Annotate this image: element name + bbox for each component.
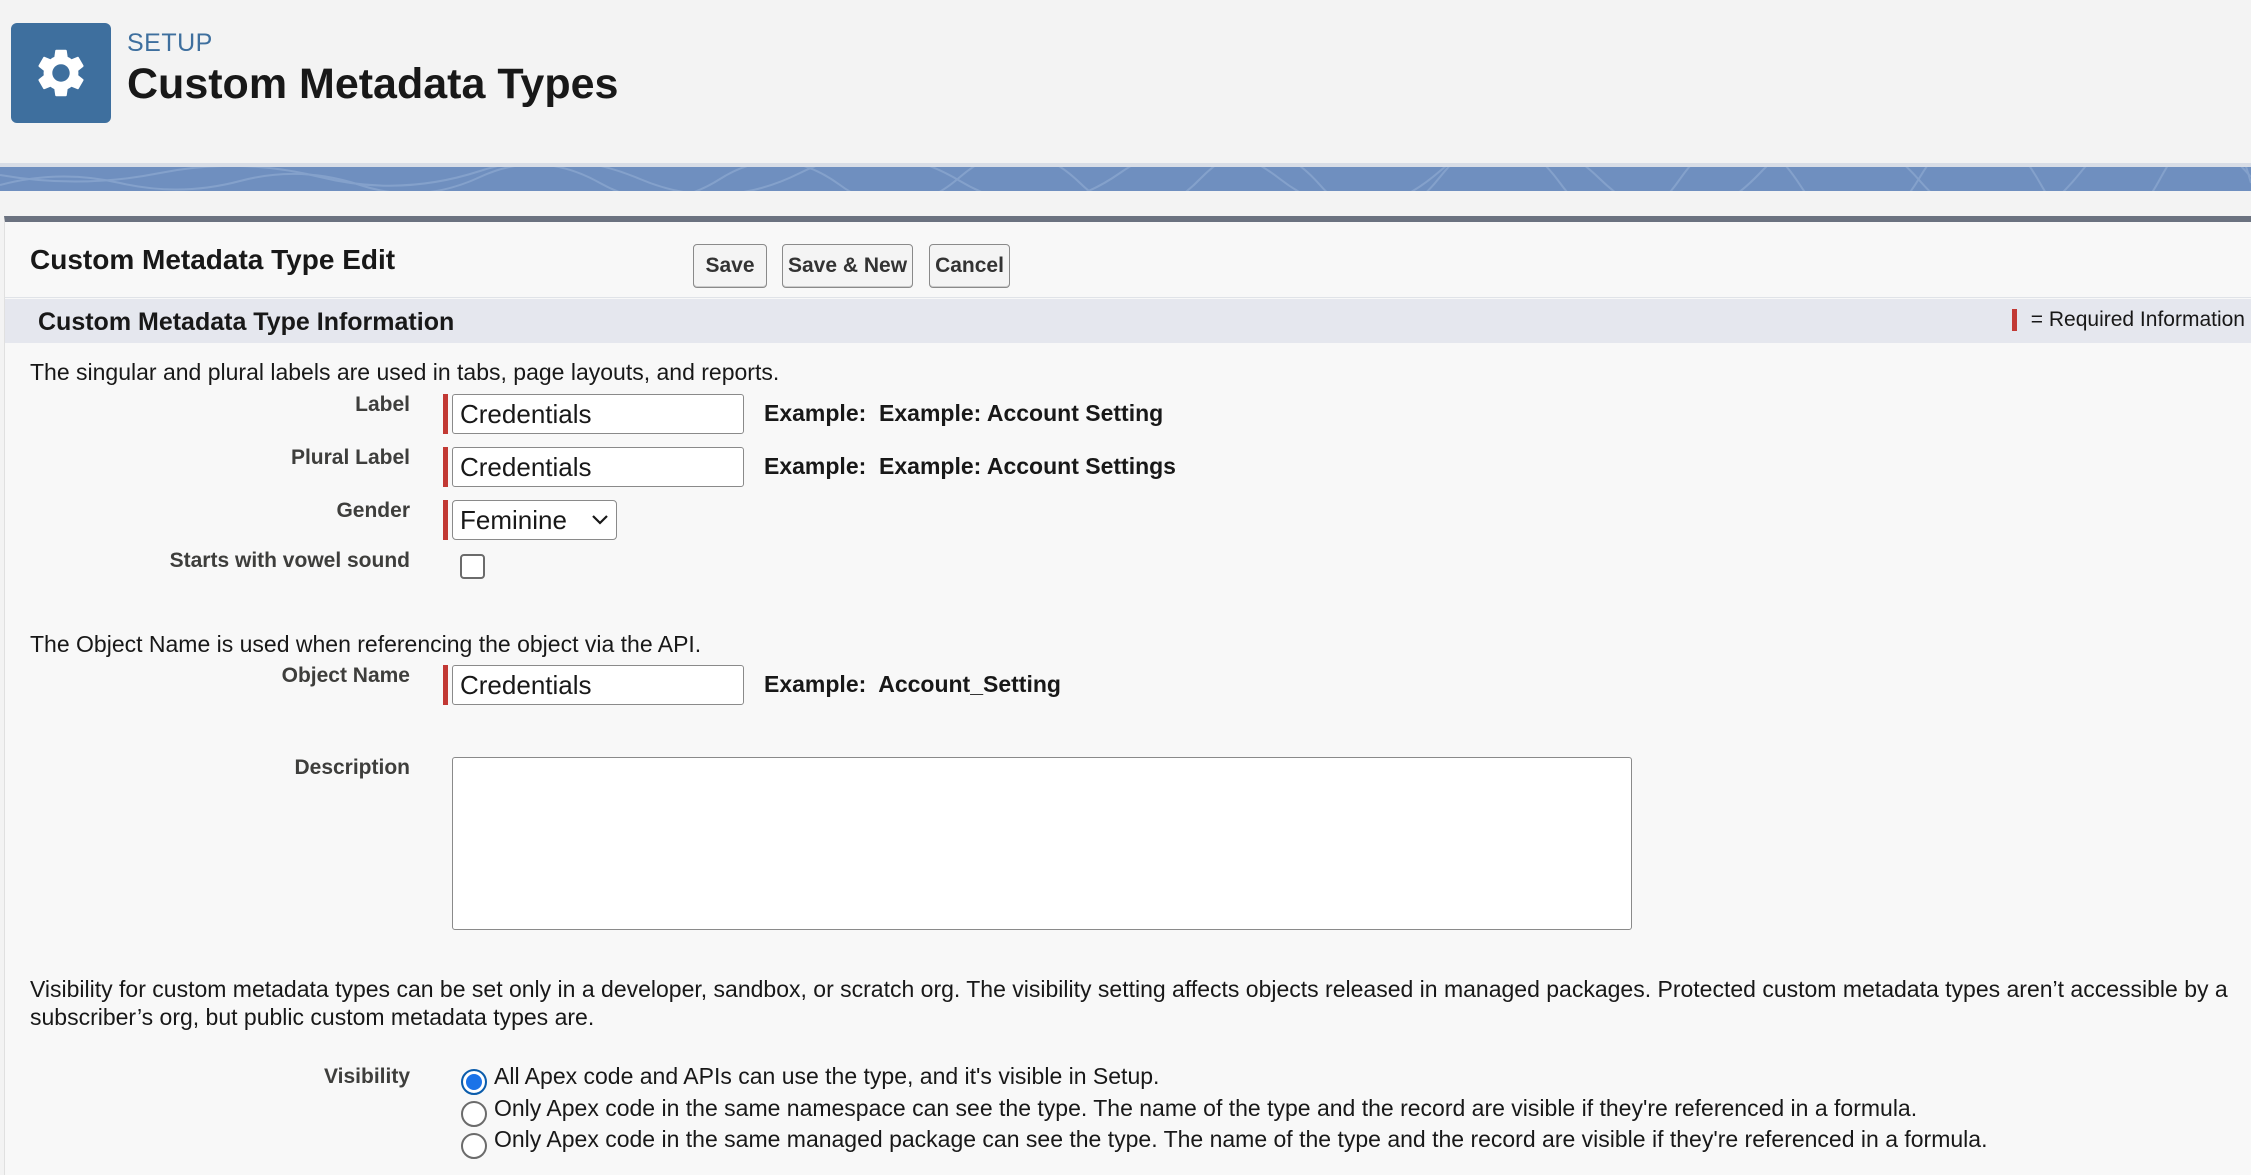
plural-label-field-label: Plural Label [290,446,410,469]
object-name-note: The Object Name is used when referencing the object via the API. [30,631,702,657]
breadcrumb-setup: SETUP [127,29,213,57]
required-indicator [443,665,448,705]
object-name-example [764,671,1061,698]
required-marker [2012,309,2017,331]
visibility-radio-namespace[interactable] [461,1101,487,1127]
required-indicator [443,447,448,487]
required-legend-text: = Required Information [2030,308,2245,331]
gender-selected-value: Feminine [460,504,567,535]
example-value: Example: Account Settings [879,453,1176,479]
label-input[interactable] [452,394,744,434]
label-example [764,400,1163,427]
page-title: Custom Metadata Types [127,60,619,108]
section-header [5,299,2251,343]
description-field-label: Description [294,756,410,779]
visibility-option-namespace: Only Apex code in the same namespace can see the type. The name of the type and the record are visible if they're referenced in a formula. [494,1095,1918,1121]
gender-select[interactable] [452,500,617,540]
plural-label-input[interactable] [452,447,744,487]
save-button[interactable]: Save [693,244,767,288]
gear-icon [11,23,111,123]
example-value: Example: Account Setting [879,400,1164,426]
example-prefix: Example: [764,671,867,697]
visibility-option-all: All Apex code and APIs can use the type, and it's visible in Setup. [494,1063,1160,1089]
gender-field-label: Gender [336,499,410,522]
description-textarea[interactable] [452,757,1632,930]
label-field-label: Label [355,393,410,416]
chevron-down-icon [591,514,609,526]
visibility-field-label: Visibility [324,1065,410,1088]
section-title: Custom Metadata Type Information [38,308,455,336]
object-name-field-label: Object Name [281,664,410,687]
example-value: Account_Setting [878,671,1061,697]
decorative-banner [0,167,2251,191]
plural-label-example [764,453,1176,480]
cancel-button[interactable]: Cancel [929,244,1010,288]
visibility-option-package: Only Apex code in the same managed package can see the type. The name of the type and the record are visible if they're referenced in a formula. [494,1126,1988,1152]
required-indicator [443,394,448,434]
visibility-note: Visibility for custom metadata types can be set only in a developer, sandbox, or scratch org. The visibility setting affects objects released in managed packages. Protected custom metadata types aren’t accessible by a subscriber’s org, but public custom metadata types are. [30,976,2228,1030]
required-legend [2012,308,2245,332]
object-name-input[interactable] [452,665,744,705]
labels-note: The singular and plural labels are used in tabs, page layouts, and reports. [30,359,780,385]
example-prefix: Example: [764,400,867,426]
save-and-new-button[interactable]: Save & New [782,244,913,288]
panel-header [5,222,2251,298]
visibility-radio-all[interactable] [461,1069,487,1095]
example-prefix: Example: [764,453,867,479]
vowel-checkbox[interactable] [460,554,485,579]
required-indicator [443,500,448,540]
edit-panel [4,216,2251,1175]
page-header [0,0,2251,165]
visibility-radio-package[interactable] [461,1133,487,1159]
vowel-field-label: Starts with vowel sound [169,549,410,572]
panel-title: Custom Metadata Type Edit [30,244,396,275]
